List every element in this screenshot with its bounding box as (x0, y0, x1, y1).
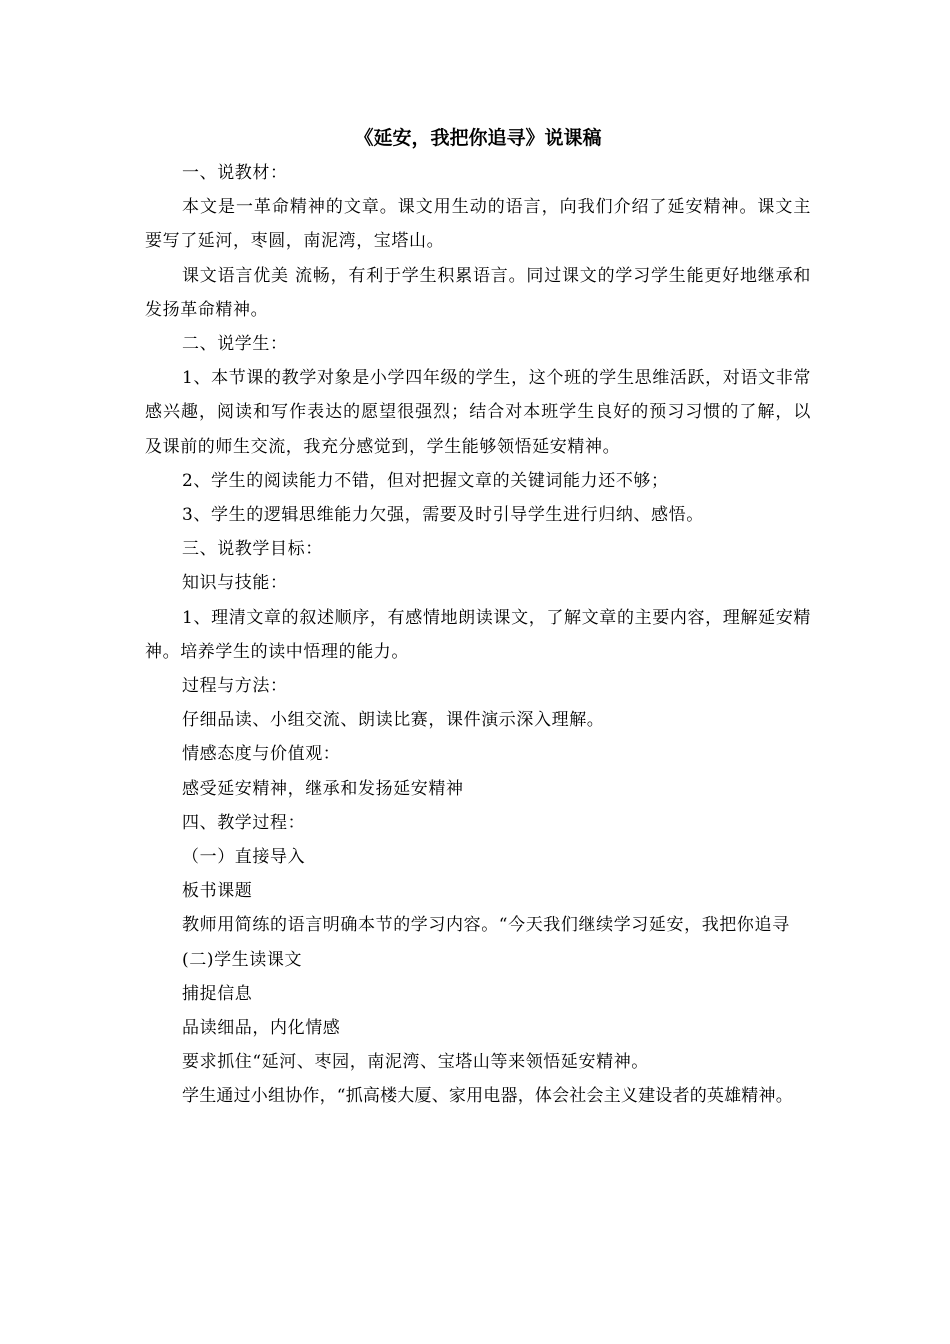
document-title: 《延安，我把你追寻》说课稿 (354, 127, 602, 149)
section-heading-students: 二、说学生： (182, 334, 288, 355)
section-heading-process: 四、教学过程： (182, 812, 306, 833)
subheading: 过程与方法： (182, 676, 288, 697)
paragraph: 仔细品读、小组交流、朗读比赛，课件演示深入理解。 (182, 710, 605, 731)
document-page (145, 120, 811, 1114)
subheading: （一）直接导入 (182, 847, 306, 868)
subheading: 知识与技能： (182, 573, 288, 594)
paragraph: 课文语言优美 流畅，有利于学生积累语言。同过课文的学习学生能更好地继承和发扬革命精神。 (145, 265, 811, 320)
paragraph: 1、理清文章的叙述顺序，有感情地朗读课文，了解文章的主要内容，理解延安精神。培养学生的读中悟理的能力。 (145, 607, 811, 662)
paragraph: 捕捉信息 (182, 983, 253, 1004)
paragraph: 品读细品，内化情感 (182, 1018, 341, 1039)
paragraph: 3、学生的逻辑思维能力欠强，需要及时引导学生进行归纳、感悟。 (182, 505, 704, 526)
paragraph: 本文是一革命精神的文章。课文用生动的语言，向我们介绍了延安精神。课文主要写了延河，枣圆，南泥湾，宝塔山。 (145, 197, 811, 252)
paragraph: 教师用简练的语言明确本节的学习内容。“今天我们继续学习延安，我把你追寻 (182, 915, 790, 936)
paragraph: 1、本节课的教学对象是小学四年级的学生，这个班的学生思维活跃，对语文非常感兴趣，阅读和写作表达的愿望很强烈；结合对本班学生良好的预习习惯的了解，以及课前的师生交流，我充分感觉到，学生能够领悟延安精神。 (145, 368, 811, 457)
section-heading-objectives: 三、说教学目标： (182, 539, 323, 560)
paragraph: 学生通过小组协作，“抓高楼大厦、家用电器，体会社会主义建设者的英雄精神。 (182, 1086, 793, 1107)
paragraph: 2、学生的阅读能力不错，但对把握文章的关键词能力还不够； (182, 470, 669, 491)
paragraph: 板书课题 (182, 881, 253, 902)
subheading: 情感态度与价值观： (182, 744, 341, 765)
section-heading-textbook: 一、说教材： (182, 163, 288, 183)
subheading: (二)学生读课文 (182, 949, 303, 970)
paragraph: 要求抓住“延河、枣园，南泥湾、宝塔山等来领悟延安精神。 (182, 1052, 649, 1073)
paragraph: 感受延安精神，继承和发扬延安精神 (182, 778, 464, 799)
